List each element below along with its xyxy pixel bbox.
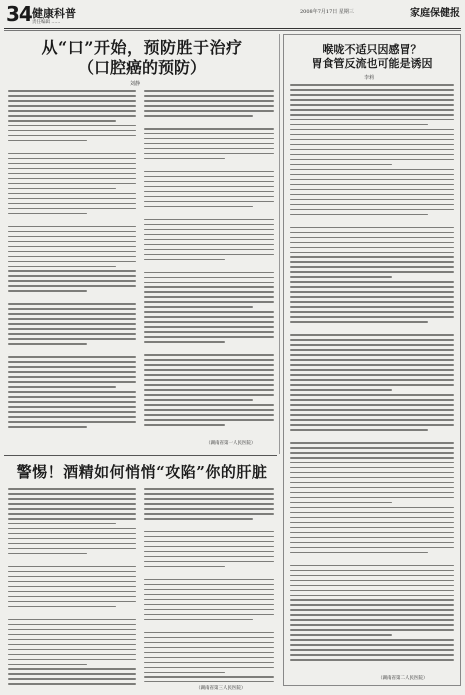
article-divider	[4, 455, 277, 456]
right-article-credit: （湖南省第二人民医院）	[378, 676, 428, 681]
edition-line: 责任编辑 ……	[32, 20, 61, 25]
bottom-article-title: 警惕！酒精如何悄悄“攻陷”你的肝脏	[16, 463, 268, 481]
masthead-rule	[4, 28, 461, 29]
section-name: 健康科普	[32, 7, 76, 20]
page-number: 34	[6, 2, 32, 26]
column-divider	[279, 34, 280, 454]
right-article-body	[290, 84, 454, 664]
bottom-article-body-left	[8, 488, 136, 688]
bottom-article-body-right	[144, 488, 274, 682]
main-article-subtitle: （口腔癌的预防）	[77, 58, 206, 77]
right-article-subtitle: 胃食管反流也可能是诱因	[311, 57, 433, 70]
right-article-byline: 李莉	[364, 75, 375, 81]
main-article-body-left	[8, 90, 136, 450]
main-article-credit: （湖南省第一人民医院）	[206, 441, 256, 446]
main-article-body-right	[144, 90, 274, 436]
main-article-title: 从“口”开始，预防胜于治疗	[41, 38, 243, 57]
issue-date: 2008年7月17日 星期三	[300, 9, 354, 15]
newspaper-brand: 家庭保健报	[410, 8, 460, 19]
main-article-byline: 刘静	[130, 81, 141, 87]
right-article-title: 喉咙不适只因感冒？	[322, 43, 422, 56]
masthead-rule-thin	[4, 30, 461, 31]
bottom-article-credit: （湖南省第三人民医院）	[196, 686, 246, 691]
